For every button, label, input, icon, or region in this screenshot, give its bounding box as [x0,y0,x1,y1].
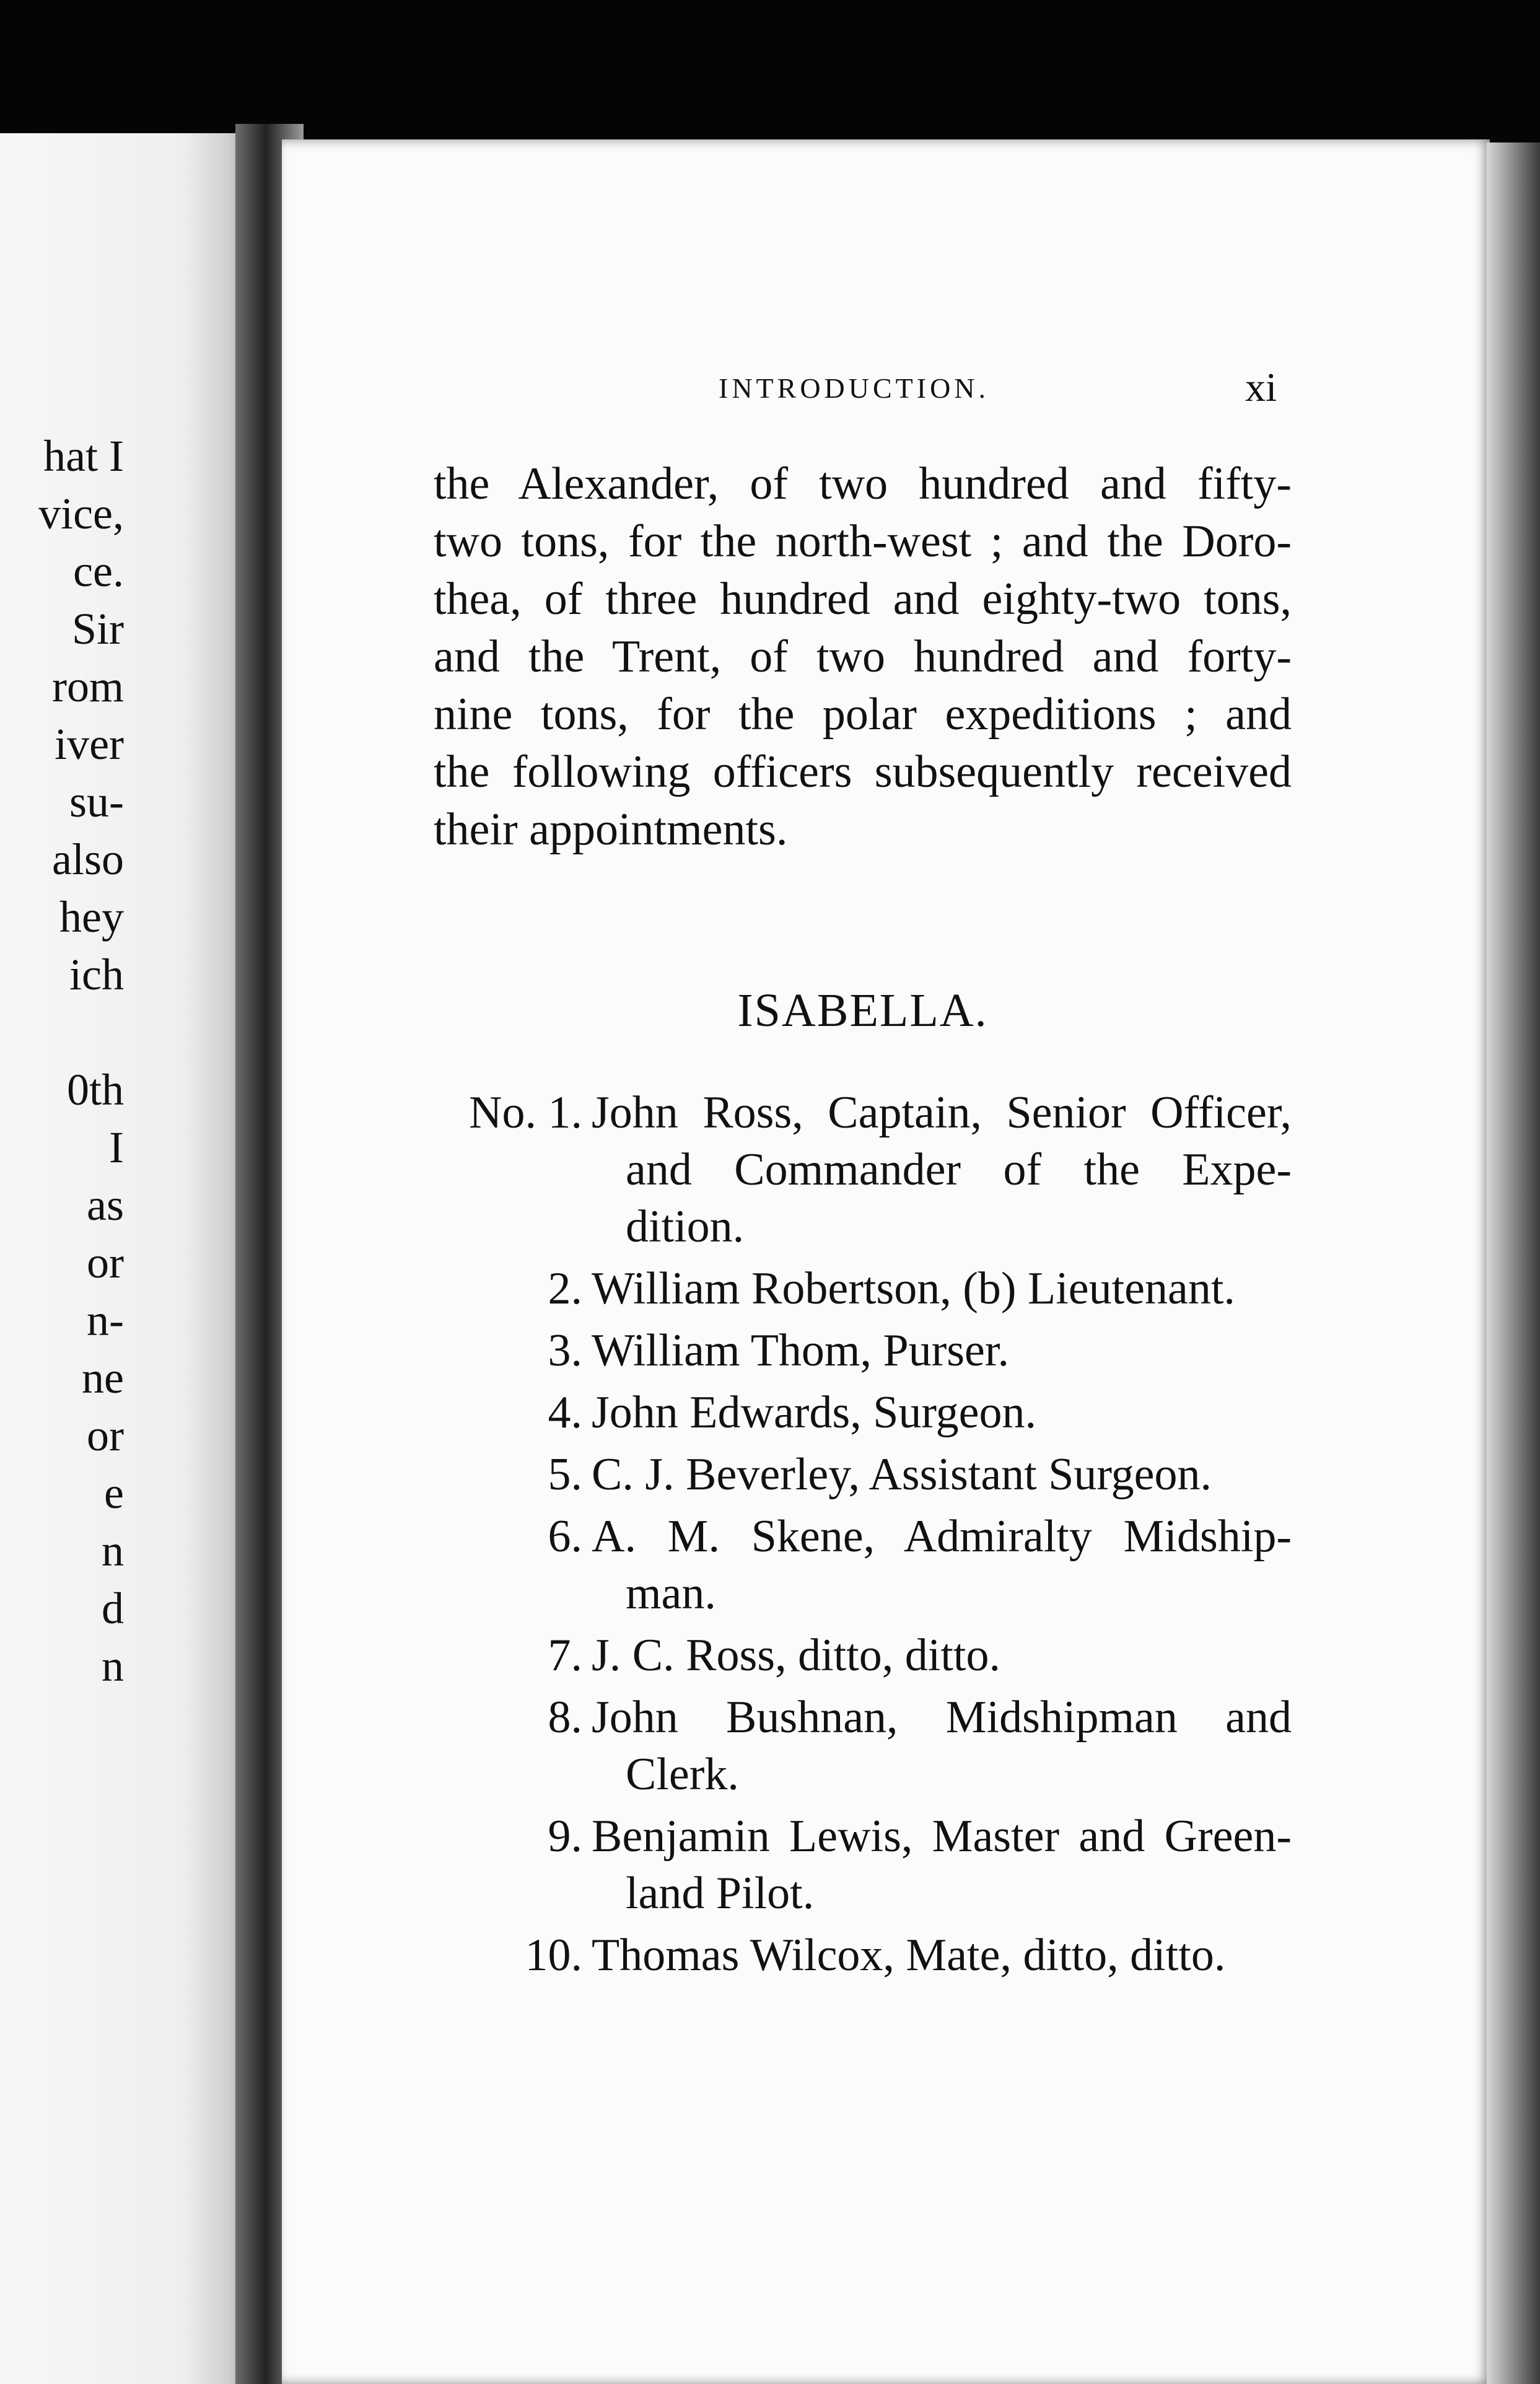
list-item [434,1322,1292,1379]
fragment-line: hat I [43,431,124,481]
fragment-line: n- [87,1295,124,1345]
list-item [434,1808,1292,1922]
list-item [434,1084,1292,1255]
entry-line: C. J. Beverley, Assistant Surgeon. [592,1449,1212,1500]
facing-page-text [0,427,124,1695]
entry-number: 2. [548,1263,582,1314]
fragment-line: d [102,1584,124,1633]
entry-number: 10. [525,1930,582,1981]
list-item [434,1260,1292,1317]
entry-number: 6. [548,1511,582,1562]
entry-number: 4. [548,1387,582,1438]
entry-line: John Ross, Captain, Senior Officer, [592,1087,1292,1138]
entry-line: land Pilot. [626,1868,815,1919]
entry-line: A. M. Skene, Admiralty Midship- [592,1511,1292,1562]
entry-line: William Thom, Purser. [592,1325,1009,1376]
entry-line: Benjamin Lewis, Master and Green- [592,1811,1292,1862]
fragment-line: also [52,835,124,884]
entry-line: Thomas Wilcox, Mate, ditto, ditto. [592,1930,1226,1981]
page-edge [1487,142,1540,2384]
entry-line: man. [626,1568,716,1619]
fragment-line: or [87,1411,124,1460]
paragraph-line: thea, of three hundred and eighty-two tons, [434,574,1292,624]
officer-list [434,1084,1292,1989]
body-paragraph [434,455,1292,859]
section-title: ISABELLA. [737,984,988,1036]
fragment-line: vice, [38,489,124,538]
paragraph-line: their appointments. [434,804,788,855]
entry-number: 9. [548,1811,582,1862]
entry-line: Clerk. [626,1749,739,1800]
fragment-line: n [102,1526,124,1575]
list-item [434,1927,1292,1984]
fragment-line: hey [59,892,124,942]
fragment-line: I [109,1123,124,1172]
entry-number: 3. [548,1325,582,1376]
entry-number: 7. [548,1630,582,1681]
list-item [434,1508,1292,1622]
fragment-line: iver [55,719,124,769]
fragment-line: 0th [66,1065,124,1115]
paragraph-line: and the Trent, of two hundred and forty- [434,631,1292,682]
paragraph-line: two tons, for the north-west ; and the Doro- [434,516,1292,567]
list-item [434,1384,1292,1441]
running-head: INTRODUCTION. [719,372,990,404]
list-item [434,1689,1292,1803]
paragraph-line: the following officers subsequently received [434,747,1292,797]
fragment-line: ce. [73,546,124,596]
fragment-line: as [87,1180,124,1230]
entry-line: J. C. Ross, ditto, ditto. [592,1630,1000,1681]
entry-line: and Commander of the Expe- [626,1144,1292,1195]
list-item [434,1446,1292,1503]
fragment-line: e [104,1468,124,1518]
fragment-line: ich [69,950,124,999]
page-number: xi [1245,365,1277,410]
fragment-line: rom [52,662,124,711]
paragraph-line: the Alexander, of two hundred and fifty- [434,458,1292,509]
list-item [434,1627,1292,1684]
fragment-line: or [87,1238,124,1287]
fragment-line: su- [69,777,124,826]
entry-line: William Robertson, (b) Lieutenant. [592,1263,1235,1314]
entry-number: No. 1. [469,1087,582,1138]
entry-number: 5. [548,1449,582,1500]
paragraph-line: nine tons, for the polar expeditions ; and [434,689,1292,740]
entry-line: John Bushnan, Midshipman and [592,1692,1292,1743]
entry-line: John Edwards, Surgeon. [592,1387,1037,1438]
fragment-line: n [102,1641,124,1691]
fragment-line: Sir [71,604,124,654]
entry-line: dition. [626,1201,745,1252]
fragment-line [0,1004,124,1061]
fragment-line: ne [82,1353,124,1403]
entry-number: 8. [548,1692,582,1743]
